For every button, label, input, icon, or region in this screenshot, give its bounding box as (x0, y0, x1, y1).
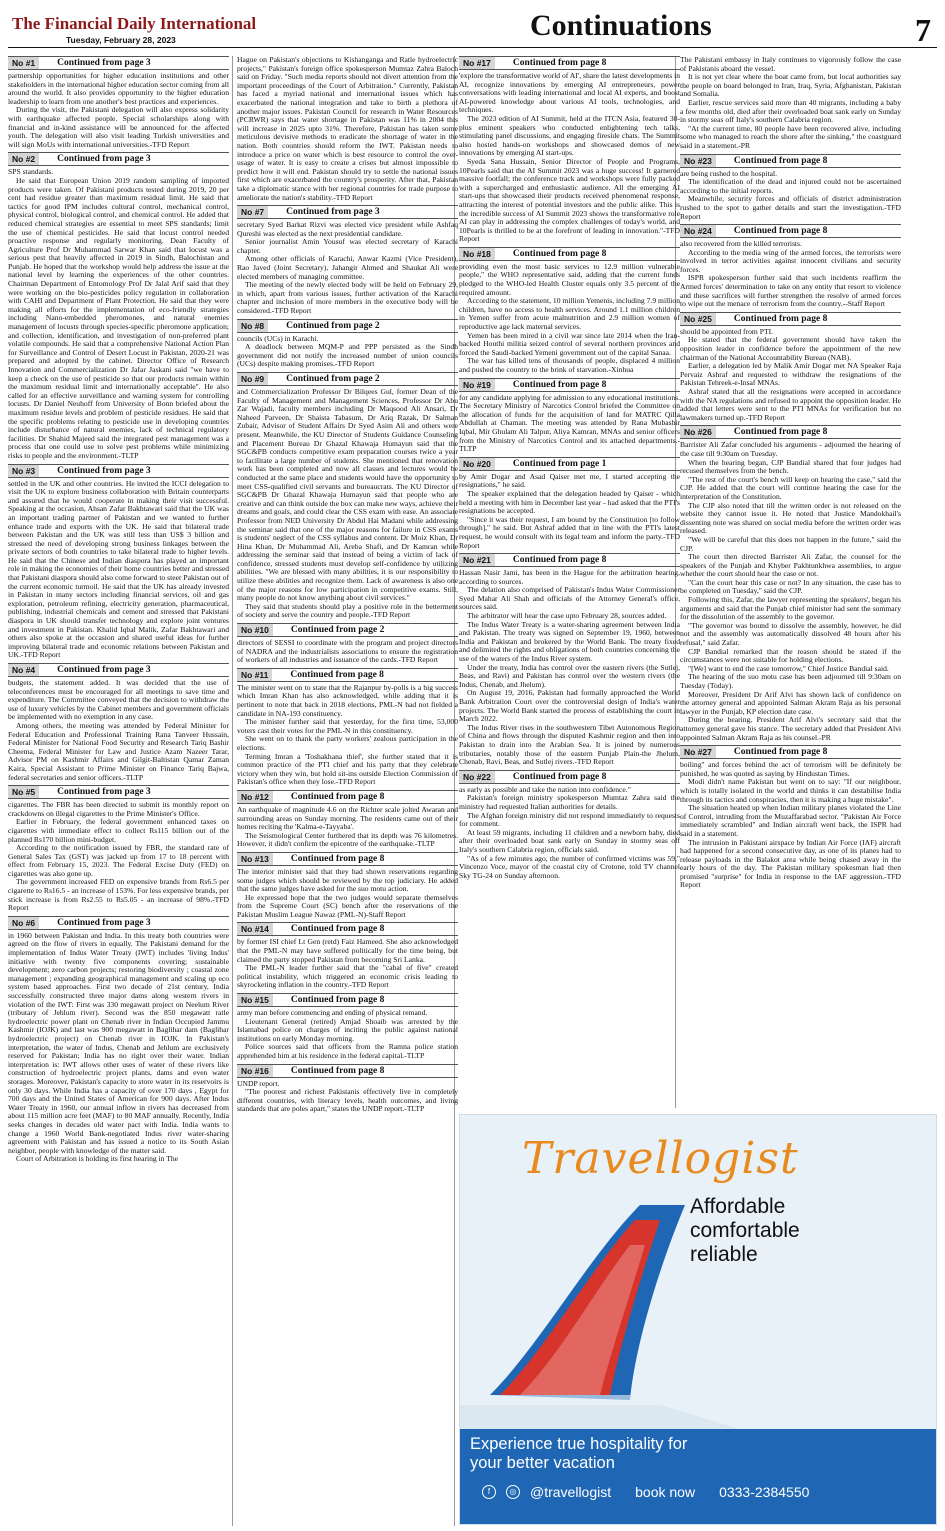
facebook-icon[interactable]: f (482, 1485, 496, 1499)
continued-from-label: Continued from page 3 (57, 465, 151, 476)
story-item (680, 425, 901, 742)
story-paragraph: The Pakistani embassy in Italy continues to vigorously follow the case of Pakistanis aboard the vessel. (680, 56, 901, 73)
story-paragraph: Hague on Pakistan's objections to Kishanganga and Ratle hydroelectric projects," Pakistan's foreign office spokesperson Mumtaz Zahra Baloch said on Friday. "Such media reports should not divert attention from the important proceedings of the Court of Arbitration." Currently, Pakistan has faced a myriad national and international issues which has exacerbated the national integration and take to birth a plethora of another major issues. Pakistan Council for research in Water Resources (PCRWR) says that water shortage in Pakistan was 11% in 2004 this will increase in 2025 upto 31%. Therefore, Pakistan has taken some meticulous devisive methods to eradicate the shortage of water in the nation. Both countries should reform the IWT. Pakistan needs to introduce a price on water which is best resource to control the over-usage of water. It is easy to create a crises but almost impossible to predict how it will end. Pakistan should try to settle the national issues first which are exacerbated the country's prosperity. After that, Pakistan take a diplomatic stance with her regional countries for trade purpose to ameliorate the nation's stability.-TFD Report (237, 56, 458, 202)
continued-from-label: Continued from page 3 (57, 917, 151, 928)
story-paragraph: He stated that the federal government should have taken the opposition leader in confidence before the appointment of the new chairman of the National Accountability Bureau (NAB). (680, 335, 901, 362)
column-divider (232, 56, 233, 1526)
story-body (459, 394, 680, 454)
story-body (459, 569, 680, 767)
story-item (237, 790, 458, 849)
story-paragraph: Barrister Ali Zafar concluded his arguments - adjourned the hearing of the case till 9:30am on Tuesday. (680, 440, 901, 458)
story-paragraph: During the visit, the Pakistani delegation will also express solidarity with earthquake affected people. Special scholarships along with financial and in-kind assistance will be announced for the affected youth. The delegation will also visit leading Turkish universities and will sign MoUs with international universities.-TFD Report (8, 105, 229, 149)
ad-brand-logo: Travellogist (522, 1133, 799, 1184)
story-header (680, 312, 901, 326)
story-item (680, 312, 901, 423)
story-number-badge: No #25 (680, 313, 716, 325)
story-item (680, 56, 901, 151)
continued-from-label: Continued from page 8 (512, 248, 607, 259)
story-paragraph: Court of Arbitration is holding its first hearing in The (16, 1154, 179, 1164)
story-header (237, 790, 458, 804)
story-paragraph: providing even the most basic services to 12.9 million vulnerable people," the WHO representative said, adding that the current funds pledged to the WHO-led Health Cluster equals only 3.5 percent of the required amount. (459, 261, 680, 297)
issue-date: Tuesday, February 28, 2023 (66, 35, 176, 45)
story-paragraph: settled in the UK and other countries. He invited the ICCI delegation to visit the UK to explore business collaboration with Britain counterparts and assured that he would cooperate in making their visit successful. Speaking at the occasion, Ahsan Zafar Bakhtawari said that the UK was an important trading partner of Pakistan and we wanted to further enhance trade and exports with the UK. He said that bilateral trade between Pakistan and the UK was still less than US$ 3 billion and stressed the need of developing strong business linkages between the private sectors of both countries to take bilateral trade to higher levels. He said that the Chinese and Indian diaspora has played an important role in making the economies of their home countries better and stressed that Pakistani diaspora should also come forward to steer Pakistan out of the current economic turmoil. He said that the UK has already invested in Pakistan in many sectors including financial services, oil and gas exploration, petroleum refining, electricity generation, pharmaceutical, publishing, industrial chemicals and cement and stressed that Pakistani diaspora in UK should transfer technology and explore joint ventures and investment in Pakistan. Khalid Iqbal Malik, Zafar Bakhtawari and others also spoke at the occasion and shared useful ideas for further improving bilateral trade and economic relations between Pakistan and UK.-TFD Report (8, 478, 229, 660)
story-paragraph: Earlier, rescue services said more than 40 migrants, including a baby a few months old, died after their overloaded boat sank early on Sunday in stormy seas off Italy's southern Calabria region. (680, 97, 901, 125)
story-paragraph: Ashraf stated that all the resignations were accepted in accordance with the NA regulations and refused to appoint the opposition leader. He added that letters were sent to the PTI MNAs for verification but no lawmakers turned up.-TFD Report (680, 387, 901, 422)
story-paragraph: The court then directed Barrister Ali Zafar, the counsel for the speakers of the Punjab and Khyber Pakhtunkhwa assemblies, to argue whether the court should hear the case or not. (680, 552, 901, 579)
story-number-badge: No #5 (8, 786, 39, 798)
story-item (237, 56, 458, 202)
story-item (237, 993, 458, 1061)
ad-phone[interactable]: 0333-2384550 (719, 1484, 810, 1500)
story-item (459, 553, 680, 767)
story-body (459, 786, 680, 881)
story-paragraph: Meanwhile, security forces and officials of district administration rushed to the spot to gather details and start the investigation.-TFD Report (680, 194, 901, 221)
story-paragraph: "The poorest and richest Pakistanis effectively live in completely different countries, with literacy levels, health outcomes, and living standards that are poles apart," states the UNDP report.-TLTP (237, 1087, 458, 1114)
story-body (680, 328, 901, 423)
story-body (459, 72, 680, 244)
story-header (237, 623, 458, 637)
story-paragraph: SPS standards. (8, 167, 54, 177)
story-header (680, 425, 901, 439)
story-header (237, 1064, 458, 1078)
story-paragraph: as early as possible and take the nation into confidence." (459, 784, 631, 794)
story-body (237, 1009, 458, 1061)
story-paragraph: The interior minister said that they had shown reservations regarding some judges which should be reviewed by the top judiciary. He added that the same judges have asked for the suo motu action. (237, 866, 458, 894)
story-item (459, 770, 680, 881)
story-paragraph: Under the treaty, India has control over the eastern rivers (the Sutlej, Beas, and Ravi) and Pakistan has control over the western rivers (the Indus, Chenab, and Jhelum). (459, 662, 680, 689)
continued-from-label: Continued from page 8 (290, 995, 385, 1006)
masthead (8, 6, 937, 48)
story-number-badge: No #8 (237, 320, 268, 332)
story-paragraph: "We will be careful that this does not happen in the future," said the CJP. (680, 534, 901, 553)
story-paragraph: "The rest of the court's bench will keep on hearing the case," said the CJP. He added that the court will continue hearing the case for the interpretation of the Constitution. (680, 474, 901, 501)
ad-footer-band (460, 1429, 936, 1524)
instagram-icon[interactable]: ◎ (506, 1485, 520, 1499)
story-item (459, 378, 680, 454)
story-item (680, 224, 901, 309)
story-number-badge: No #6 (8, 917, 39, 929)
story-paragraph: "The governor was bound to dissolve the assembly, however, he did not and the assembly was automatically dissolved 48 hours after his refusal," said Zafar. (680, 620, 901, 648)
story-header (680, 154, 901, 168)
story-number-badge: No #12 (237, 791, 273, 803)
story-paragraph: for any candidate applying for admission to any educational institutions. The Secretary Ministry of Narcotics Control briefed the Committee on the allocation of funds for the acquisition of land for MATRC Qilla Abdullah at Chaman. The meeting was attended by Rana Mubashir Iqbal, Mir Ghulam Ali Talpur, Aliya Kamran, MNAs and senior officers from the Ministry of Narcotics Control and its attached departments.-TLTP (459, 392, 680, 454)
story-number-badge: No #3 (8, 465, 39, 477)
story-header (680, 745, 901, 759)
story-paragraph: The PML-N leader further said that the "cabal of five" created political instability, which triggered an economic crisis leading to skyrocketing inflation in the country.-TFD Report (237, 963, 458, 990)
story-paragraph: The identification of the dead and injured could not be ascertained according to the initial reports. (680, 177, 901, 195)
story-number-badge: No #23 (680, 155, 716, 167)
story-header (459, 378, 680, 392)
story-number-badge: No #14 (237, 923, 273, 935)
story-paragraph: The Seismological Center furthered that its depth was 76 kilometres. However, it didn't confirm the epicentre of the earthquake.-TLTP (237, 830, 458, 849)
story-paragraph: When the hearing began, CJP Bandial shared that four judges had recused themselves from the bench. (680, 457, 901, 476)
story-number-badge: No #24 (680, 225, 716, 237)
story-paragraph: At least 59 migrants, including 11 children and a newborn baby, died after their overloaded boat sank early on Sunday in stormy seas off Italy's southern Calabria region, officials said. (459, 827, 680, 854)
story-item (680, 154, 901, 222)
story-paragraph: Terming Imran a 'Toshakhana thief', she further stated that it is common practice of the PTI chief and his party that they celebrate victory when they win, but hold sit-ins outside Election Commission of Pakistan's office when they lose.-TFD Report (237, 751, 458, 787)
story-item (8, 152, 229, 460)
story-paragraph: The minister went on to state that the Rajanpur by-polls is a big success which Imran Khan has also acknowledged, while adding that it is pertinent to note that back in 2018 elections, PML-N had not fielded a candidate in NA-193 constituency. (237, 682, 458, 718)
story-paragraph: army man before commencing and ending of physical remand. (237, 1008, 428, 1018)
story-paragraph: The hearing of the suo motu case has been adjourned till 9:30am on Tuesday (Today). (680, 672, 901, 690)
continued-from-label: Continued from page 8 (733, 427, 828, 438)
story-body (8, 801, 229, 913)
story-number-badge: No #13 (237, 853, 273, 865)
story-header (8, 663, 229, 677)
story-item (8, 464, 229, 660)
story-item (8, 916, 229, 1164)
story-header (237, 372, 458, 386)
continued-from-label: Continued from page 8 (290, 853, 385, 864)
story-body (680, 56, 901, 151)
story-paragraph: cigarettes. The FBR has been directed to submit its monthly report on crackdowns on illegal cigarettes to the Prime Minister's Office. (8, 800, 229, 818)
story-number-badge: No #27 (680, 746, 716, 758)
story-paragraph: The situation heated up when Indian military planes violated the Line of Control, intruding from the Muzaffarabad sector. "Pakistan Air Force immediately scrambled" and Indian aircraft went back, the ISPR had said in a statement. (680, 803, 901, 838)
story-paragraph: According to the statement, 10 million Yemenis, including 7.9 million children, have no access to health services. Around 1.1 million children in Yemen suffer from acute malnutrition and 2.9 million women of reproductive age lack maternal services. (459, 296, 680, 332)
travellogist-ad[interactable] (459, 1114, 937, 1525)
story-paragraph: The speaker explained that the delegation headed by Qaiser - which held a meeting with him in December last year - had asked that the PTI's resignations be accepted. (459, 488, 680, 516)
story-paragraph: On August 19, 2016, Pakistan had formally approached the World Bank Arbitration Court over the controversial design of India's water projects. The World Bank started the process of establishing the court in March 2022. (459, 688, 680, 724)
continued-from-label: Continued from page 8 (512, 58, 607, 68)
story-body (680, 170, 901, 222)
story-paragraph: also recovered from the killed terrorists. (680, 239, 802, 249)
section-title: Continuations (530, 9, 712, 42)
story-number-badge: No #19 (459, 379, 495, 391)
story-body (237, 684, 458, 787)
story-item (237, 668, 458, 787)
story-paragraph: According to the notification issued by FBR, the standard rate of General Sales Tax (GST) was jacked up from 17 to 18 percent with effect from February 15, 2023. The Federal Excise Duty (FED) on cigarettes was also gone up. (8, 843, 229, 878)
story-body (680, 240, 901, 309)
story-paragraph: Hassan Nasir Jami, has been in the Hague for the arbitration hearing, according to sources. (459, 568, 680, 586)
story-paragraph: Among other officials of Karachi, Anwar Kazmi (Vice President), Rao Javed (Joint Secretary), Jahangir Ahmed and Shaukat Ali were elected members of managing committee. (237, 254, 458, 281)
story-header (237, 668, 458, 682)
story-item (680, 745, 901, 890)
story-number-badge: No #9 (237, 373, 268, 385)
story-number-badge: No #21 (459, 554, 495, 566)
story-header (8, 464, 229, 478)
story-paragraph: "At the current time, 80 people have been recovered alive, including some who managed to reach the shore after the sinking," the coastguard said in a statement.-PR (680, 123, 901, 150)
story-header (8, 785, 229, 799)
tagline-line: Affordable (690, 1195, 786, 1218)
story-paragraph: boiling" and forces behind the act of terrorism will be definitely be punished, he was quoted as saying by Hindustan Times. (680, 760, 901, 778)
continued-from-label: Continued from page 8 (512, 379, 607, 390)
story-paragraph: The Indus River rises in the southwestern Tibet Autonomous Region of China and flows through the disputed Kashmir region and then into Pakistan to drain into the Arabian Sea. It is joined by numerous tributaries, notably those of the eastern Punjab Plain-the Jhelum, Chenab, Ravi, Beas, and Sutlej rivers.-TFD Report (459, 722, 680, 767)
continued-from-label: Continued from page 8 (733, 155, 828, 166)
ad-contact-row (482, 1484, 819, 1500)
story-number-badge: No #22 (459, 771, 495, 783)
page-number: 7 (915, 12, 931, 48)
story-header (237, 205, 458, 219)
story-body (237, 806, 458, 849)
story-paragraph: The 2023 edition of AI Summit, held at the ITCN Asia, featured 30-plus eminent speakers who conducted enlightening tech talks, stimulating panel discussions, and engaging fireside chats. The Summit also hosted hands-on workshops and showcased demos of new innovations by emerging AI start-ups. (459, 113, 680, 158)
story-paragraph: in 1960 between Pakistan and India. In this treaty both countries were agreed on the flow of rivers in equally. The Pakistani demand for the implementation of Indus Water Treaty (IWT) includes 'living Indus' initiative with twenty five components covering; sustainable development; zero carbon projects; restoring biodiversity ; coastal zone management ; expanding geographical management and scaling up eco system based approaches. First two decade of 21st century, India successfully constructed three major dams along western rivers in violation of the IWT: First was 330 megawatt project on Neelum River (tributary of Jehlum river). Second was the 850 megawatt ratle hydroelectric power plant on Chenab river in Indian Occupied Jammu Kashmir (IOJK) and last was 900 megawatt in Baglihar dam (Baglihar hydroelectric project) on Chenab river in IOJK. In Pakistan's interpretation, the water of Indus, Chenab and Jehlum are exclusively reserved for Pakistan; India has no right over their water. Indian interpretation is: IWT allows other uses of water of these rivers like construction of hydroelectric project plants, dams and even water storages. Moreover, Pakistan's capacity to store water in its reservoirs is only 30 days. While India has a capacity of over 170 days , Egypt for 700 days and the United States of American for 900 days. After Indus Water Treaty in 1960, our annual inflow in rivers has decreased from about 115 million acre feet (MAF) to 80 MAF annually. Recently, India seeks changes in decades old water pact with India. India wants to change a 1960 World Bank-negotiated Indus river water-sharing agreement with Pakistan and has issued a notice to its South Asian neighbor, people with knowledge of the matter said. (8, 930, 229, 1155)
column-2 (237, 56, 458, 1526)
ad-book-now[interactable]: book now (635, 1484, 696, 1500)
story-paragraph: Senior journalist Amin Yousuf was elected secretary of Karachi chapter. (237, 237, 458, 255)
story-paragraph: According to the media wing of the armed forces, the terrorists were involved in terror activities against innocent civilians and security forces. (680, 247, 901, 274)
story-header (8, 152, 229, 166)
story-header (8, 56, 229, 70)
story-paragraph: ISPR spokesperson further said that such incidents reaffirm the Armed forces' determination to take on any entity that resort to violence and these sacrifices will further strengthen the resolve of armed forces to wipe out the menace of terrorism from the country.--Staff Report (680, 273, 901, 309)
story-paragraph: Earlier in February, the federal government enhanced taxes on cigarettes with immediate effect to collect Rs115 billion out of the planned Rs170 billion mini-budget. (8, 817, 229, 844)
story-header (237, 922, 458, 936)
story-paragraph: She went on to thank the party workers' zealous participation in the elections. (237, 734, 458, 752)
story-header (459, 457, 680, 471)
story-paragraph: The CJP also noted that till the written order is not released on the website they cannot issue it. He noted that Justice Mandokhail's dissenting note was shared on social media before the written order was released. (680, 500, 901, 536)
story-paragraph: He said that European Union 2019 random sampling of imported products were taken. Of Pakistani products tested during 2019, 20 per cent had residue greater than maximum residual limit. He said that tactics for good IPM includes cultural control, mechanical control, physical control, biological control, and chemical control. He added that reduced chemical strategies are essential to meet SPS standards; limit the use of chemical pesticides. He said that locust control needed proactive response and regularly monitoring. Dean Faculty of Agriculture Prof Dr Muhammad Sarwar Khan said that locust was a serious pest that heavily affected in 2019 in Sindh, Balochistan and Punjab. He hoped that the workshop would help address the issue at the national level by learning the experiences of the other countries. Chairman Department of Entomology Prof Dr Jalal Arif said that they were working on the bio-pesticides policy regulation in collaboration with CAHI and Department of Plant Protection. He said that they were making all efforts for the implementation of eco-friendly strategies including Nano-embedded pheromones, and natural enemies management of locusts through species-specific pheromone application; and collection, identification, and investigation of non-preferred plant volatile compounds. He said that a comprehensive National Action Plan for Surveillance and Control of Desert Locust in Pakistan, 2020-21 was prepared and adopted by the cabinet. Director Office of Research Innovation and Commercialization Dr Jafar Jaskani said "we have to keep a check on the use of pesticide so that our products remain within the maximum residual limit and internationally acceptable". He also called for an effective surveillance and warning system for controlling locusts. Dr Daniel Neuhoff from University of Bonn briefed about the maximum residue levels and problem of pesticide residues. He said that the specific problems relating to pesticide use in developing countries include disturbance of natural enemies, lack of technical regulatory facilities. Dr Shahid Majeed said the integrated pest management was a process that one could use to solve pest problems while minimizing risks to people and the environment.-TLTP (8, 175, 229, 460)
story-number-badge: No #17 (459, 57, 495, 69)
story-paragraph: The war has killed tens of thousands of people, displaced 4 million and pushed the country to the brink of starvation.-Xinhua (459, 356, 680, 374)
story-header (237, 852, 458, 866)
ad-tagline (690, 1195, 930, 1267)
story-paragraph: Syeda Sana Hussain, Senior Director of People and Programs, 10Pearls said that the AI Summit 2023 was a huge success! It garnered massive footfall; the conference track and workshops were fully packed with a supercharged and enthusiastic audience. All the emerging AI start-ups that showcased their products received phenomenal response, attracting the interest of potential investors and the public alike. This is the incredible success of AI Summit 2023 shows the transformative role AI can play in addressing the complex challenges of today's world, and 10Pearls is thrilled to be at the forefront of leading in innovation."-TFD Report (459, 156, 680, 244)
story-item (237, 372, 458, 620)
story-paragraph: The minister further said that yesterday, for the first time, 53,000 voters cast their votes for the PML-N in this constituency. (237, 717, 458, 735)
story-number-badge: No #20 (459, 458, 495, 470)
story-item (237, 852, 458, 920)
ad-handle[interactable]: @travellogist (530, 1484, 612, 1500)
column-3 (459, 56, 680, 1108)
story-body (237, 335, 458, 369)
story-body (8, 72, 229, 149)
story-paragraph: UNDP report. (237, 1078, 280, 1088)
story-paragraph: The arbitrator will hear the case upto February 28, sources added. (467, 611, 667, 621)
story-number-badge: No #1 (8, 57, 39, 69)
paper-name: The Financial Daily International (12, 14, 257, 33)
continued-from-label: Continued from page 2 (286, 374, 380, 384)
story-header (8, 916, 229, 930)
story-header (459, 247, 680, 261)
story-body (237, 868, 458, 920)
story-body (237, 388, 458, 620)
story-paragraph: The Afghan foreign ministry did not respond immediately to requests for comment. (459, 810, 680, 829)
story-paragraph: Following this, Zafar, the lawyer representing the speakers', began his arguments and said that the Punjab chief minister had sent the summary for the dissolution of the assembly to the governor. (680, 595, 901, 622)
story-item (237, 1064, 458, 1114)
story-body (237, 221, 458, 316)
story-number-badge: No #26 (680, 426, 716, 438)
story-body (237, 639, 458, 665)
story-paragraph: He expressed hope that the two judges would separate themselves from the Supreme Court (SC) bench after the reservations of the Pakistan Muslim League Nawaz (PML-N)-Staff Report (237, 892, 458, 919)
continued-from-label: Continued from page 3 (57, 665, 151, 675)
story-header (237, 319, 458, 333)
story-header (237, 993, 458, 1007)
story-body (459, 473, 680, 550)
story-paragraph: partnership opportunities for higher education institutions and other stakeholders in the international higher education sector coming from all around the world. It also provides opportunity to the higher education leadership to learn from one another's best practices and experiences. (8, 71, 229, 106)
story-number-badge: No #18 (459, 248, 495, 260)
story-number-badge: No #11 (237, 669, 272, 681)
story-paragraph: Earlier, a delegation led by Malik Amir Dogar met NA Speaker Raja Pervaiz Ashraf and requested to withdraw the resignations of the Pakistan Tehreek-e-Insaf MNAs. (680, 361, 901, 388)
continued-from-label: Continued from page 8 (733, 747, 828, 758)
story-paragraph: They said that students should play a positive role in the betterment of society and serve the country and people.-TFD Report (237, 601, 458, 620)
story-number-badge: No #16 (237, 1065, 273, 1077)
story-item (8, 663, 229, 782)
story-body (237, 938, 458, 990)
story-header (459, 770, 680, 784)
continued-from-label: Continued from page 8 (290, 924, 385, 935)
story-paragraph: directors of SESSI to coordinate with the program and project directors of NADRA and the industrialists associations to ensure the registration of workers of all industries and issuance of the cards.-TFD Report (237, 638, 458, 665)
story-item (459, 247, 680, 375)
story-item (237, 319, 458, 369)
story-paragraph: and Commercialization Professor Dr Bilqees Gul, former Dean of the Faculty of Management and Management Sciences, Professor Dr Abu Zar Wajadi, faculty members including Dr Maqsood Ali Ansari, Dr Naheed Parveen, Dr Shaista Tabasum, Dr Atiq Razak, Dr Salman Zubair, Advisor of Student Affairs Dr Syed Asim Ali and others were present. Meanwhile, the KU Director of Students Guidance Counseling and Placement Bureau Dr Ghazal Khawaja Humayun said that the SGC&PB conducts competitive exam preparation courses twice a year to facilitate a large number of students. She mentioned that renovation work has been completed and now all classes and lectures would be conducted at the same place and students would have the opportunity to meet CSS-qualified civil servants and bureaucrats. The KU Director of SGC&PB Dr Ghazal Khawaja Humayun said that people who are creative and can think outside the box can make new ways, achieve their dreams and goals, and could clear the CSS exam with ease. An associate Professor from NED University Dr Abdul Hai Madani while addressing the seminar said that one of the major reasons for failure in CSS exams is students' neglect of the CSS syllabus and content. Dr Moiz Khan, Dr Hina Khan, Dr Muhammad Ali, Areba Shafi, and Dr Kamran while addressing the seminar said that instead of being a victim of lack of confidence, stressed students must develop self-confidence by utilizing abilities. "We are blessed with many abilities, it is our responsibility to utilize these abilities and recognize them. Lack of awareness is also one of the major reasons for low participation in competitive exams. Still, many people do not know anything about civil services." (237, 387, 458, 603)
story-number-badge: No #4 (8, 664, 39, 676)
story-number-badge: No #2 (8, 153, 39, 165)
continued-from-label: Continued from page 3 (57, 787, 151, 798)
tagline-line: comfortable (690, 1219, 800, 1242)
story-paragraph: Yemen has been mired in a civil war since late 2014 when the Iran-backed Houthi militia seized control of several northern provinces and forced the Saudi-backed Yemeni government out of the capital Sanaa. (459, 330, 680, 357)
continued-from-label: Continued from page 8 (512, 555, 607, 566)
story-number-badge: No #7 (237, 206, 268, 218)
story-header (680, 224, 901, 238)
story-paragraph: CJP Bandial remarked that the reason should be stated if the circumstances were not suitable for holding elections. (680, 646, 901, 665)
story-paragraph: Lieutenant General (retired) Amjad Shoaib was arrested by the Islamabad police on charges of inciting the public against national institutions on early Monday morning. (237, 1016, 458, 1043)
story-paragraph: councils (UCs) in Karachi. (237, 333, 319, 343)
story-item (8, 56, 229, 149)
continued-from-label: Continued from page 3 (57, 58, 151, 68)
story-paragraph: Modi didn't name Pakistan but went on to say: "If our neighbour, which is totally isolated in the world and thinks it can destabilise India through its tactics and conspiracies, then it is making a huge mistake". (680, 777, 901, 804)
story-body (8, 480, 229, 660)
story-item (237, 623, 458, 665)
story-body (8, 168, 229, 460)
story-paragraph: by former ISI chief Lt Gen (retd) Faiz Hameed. She also acknowledged that the PML-N may have suffered politically for the time being, but claimed the party stopped Pakistan from becoming Sri Lanka. (237, 937, 458, 964)
story-body (680, 441, 901, 742)
story-paragraph: An earthquake of magnitude 4.6 on the Richter scale jolted Awaran and surrounding areas on Sunday morning. The residents came out of their homes reciting the 'Kalma-e-Tayyaba'. (237, 804, 458, 832)
story-paragraph: Pakistan's foreign ministry spokesperson Mumtaz Zahra said the ministry had requested Italian authorities for details. (459, 793, 680, 811)
story-paragraph: "As of a few minutes ago, the number of confirmed victims was 59," Vincenzo Voce, mayor of the coastal city of Crotone, told TV channel Sky TG-24 on Sunday afternoon. (459, 853, 680, 880)
continued-from-label: Continued from page 8 (290, 791, 385, 802)
tagline-line: reliable (690, 1243, 758, 1266)
story-paragraph: budgets, the statement added. It was decided that the use of teleconferences must be encouraged for all meetings to save time and expenditure. The Committee conveyed that the decision to withdraw the use of luxury vehicles by the Cabinet members and government officials be implemented with no exemption in any case. (8, 678, 229, 722)
story-paragraph: During the hearing, President Arif Alvi's secretary said that the attorney general gave his stance. The secretary added that President Alvi appointed Salman Akram Raja as his counsel.-PR (680, 715, 901, 742)
story-paragraph: secretary Syed Barkat Rizvi was elected vice president while Ashfaq Qureshi was elected as the next presidential candidate. (237, 220, 458, 238)
story-number-badge: No #10 (237, 624, 273, 636)
story-paragraph: should be appointed from PTI. (680, 326, 774, 336)
story-item (459, 56, 680, 244)
story-paragraph: "Since it was their request, I am bound by the Constitution [to follow through]," he said. But Ashraf added that in line with the PTI's latest request, he would consult with its legal team and inform the party.-TFD Report (459, 514, 680, 550)
continued-from-label: Continued from page 2 (286, 320, 380, 331)
story-body (237, 56, 458, 202)
continued-from-label: Continued from page 8 (512, 771, 607, 782)
story-paragraph: "[We] want to end the case tomorrow," Chief Justice Bandial said. (688, 663, 889, 673)
continued-from-label: Continued from page 8 (290, 669, 384, 680)
story-paragraph: The meeting of the newly elected body will be held on February 29, in which, apart from various issues, further activation of the Karachi chapter and inclusion of more members in the executive body will be considered.-TFD Report (237, 280, 458, 316)
continued-from-label: Continued from page 8 (290, 1065, 385, 1076)
experience-line: your better vacation (470, 1454, 615, 1472)
column-4 (680, 56, 901, 1108)
story-number-badge: No #15 (237, 994, 273, 1006)
ad-experience-text (470, 1435, 687, 1473)
story-header (459, 553, 680, 567)
story-paragraph: The delation also comprised of Pakistan's Indus Water Commissioner Syed Mahar Ali Shah and officials of the Attorney General's office, sources said. (459, 585, 680, 612)
story-paragraph: 'explore the transformative world of AI', share the latest developments in AI, recognize innovations by emerging AI entrepreneurs, power conversations with leading international and local AI experts, and boost AI-powered knowledge about various AI tools, technologies, and techniques. (459, 71, 680, 115)
story-paragraph: by Amir Dogar and Asad Qaiser met me, I started accepting the resignations," he said. (459, 471, 680, 490)
continued-from-label: Continued from page 2 (290, 625, 385, 636)
story-body (237, 1080, 458, 1114)
continued-from-label: Continued from page 1 (512, 458, 607, 469)
experience-line: Experience true hospitality for (470, 1435, 688, 1453)
continued-from-label: Continued from page 3 (286, 207, 380, 218)
story-body (459, 263, 680, 375)
story-item (459, 457, 680, 550)
story-paragraph: The government increased FED on expensive brands from Rs6.5 per cigarette to Rs16.5 - an increase of 153%. For less expensive brands, per stick increase is from Rs2.55 to Rs5.05 - an increase of 98%.-TFD Report (8, 877, 229, 913)
continued-from-label: Continued from page 3 (57, 154, 151, 165)
story-header (459, 56, 680, 70)
story-paragraph: Moreover, President Dr Arif Alvi has shown lack of confidence on the attorney general and appointed Salman Akram Raja as his personal lawyer in the Punjab, KP election date case. (680, 689, 901, 716)
story-body (8, 679, 229, 782)
story-item (237, 205, 458, 316)
story-body (680, 761, 901, 890)
column-1 (8, 56, 229, 1526)
continued-from-label: Continued from page 8 (733, 313, 828, 324)
story-paragraph: A deadlock between MQM-P and PPP persisted as the Sindh government did not notify the increased number of union councils (UCs) despite making promises.-TFD Report (237, 342, 458, 369)
story-paragraph: "Can the court hear this case or not? In any situation, the case has to be completed on Tuesday," said the CJP. (680, 577, 901, 596)
story-paragraph: The intrusion in Pakistani airspace by Indian Air Force (IAF) aircraft had happened for a second consecutive day, as one of its planes had to release payloads in the Balakot area while being chased away in the early hours of the day. The Pakistan military spokesman had then promised "surprise" for India in response to the IAF aggression.-TFD Report (680, 837, 901, 890)
story-paragraph: The Indus Water Treaty is a water-sharing agreement between India and Pakistan. The treaty was signed on September 19, 1960, between India and Pakistan and brokered by the World Bank. The treaty fixed and delimited the rights and obligations of both countries concerning the use of the waters of the Indus River system. (459, 619, 680, 664)
story-item (237, 922, 458, 990)
continued-from-label: Continued from page 8 (733, 226, 828, 237)
story-item (8, 785, 229, 913)
story-paragraph: Police sources said that officers from the Ramna police station apprehended him at his residence in the federal capital.-TLTP (237, 1042, 458, 1060)
story-paragraph: are being rushed to the hospital. (680, 168, 778, 178)
story-body (8, 932, 229, 1164)
story-paragraph: It is not yet clear where the boat came from, but local authorities say the people on board belonged to Iran, Iraq, Syria, Afghanistan, Pakistan and Somalia. (680, 72, 901, 99)
story-paragraph: Among others, the meeting was attended by Federal Minister for Federal Education and Professional Training Rana Tanveer Hussain, Federal Minister for National Food Security and Research Tariq Bashir Cheema, Federal Minister for Law and Justice Azam Nazeer Tarar, Advisor PM on Kashmir Affairs and Gilgit-Baltistan Qamar Zaman Kaira, Special Assistant to Prime Minister on Finance Tariq Bajwa, federal secretaries and senior officers.-TLTP (8, 720, 229, 782)
